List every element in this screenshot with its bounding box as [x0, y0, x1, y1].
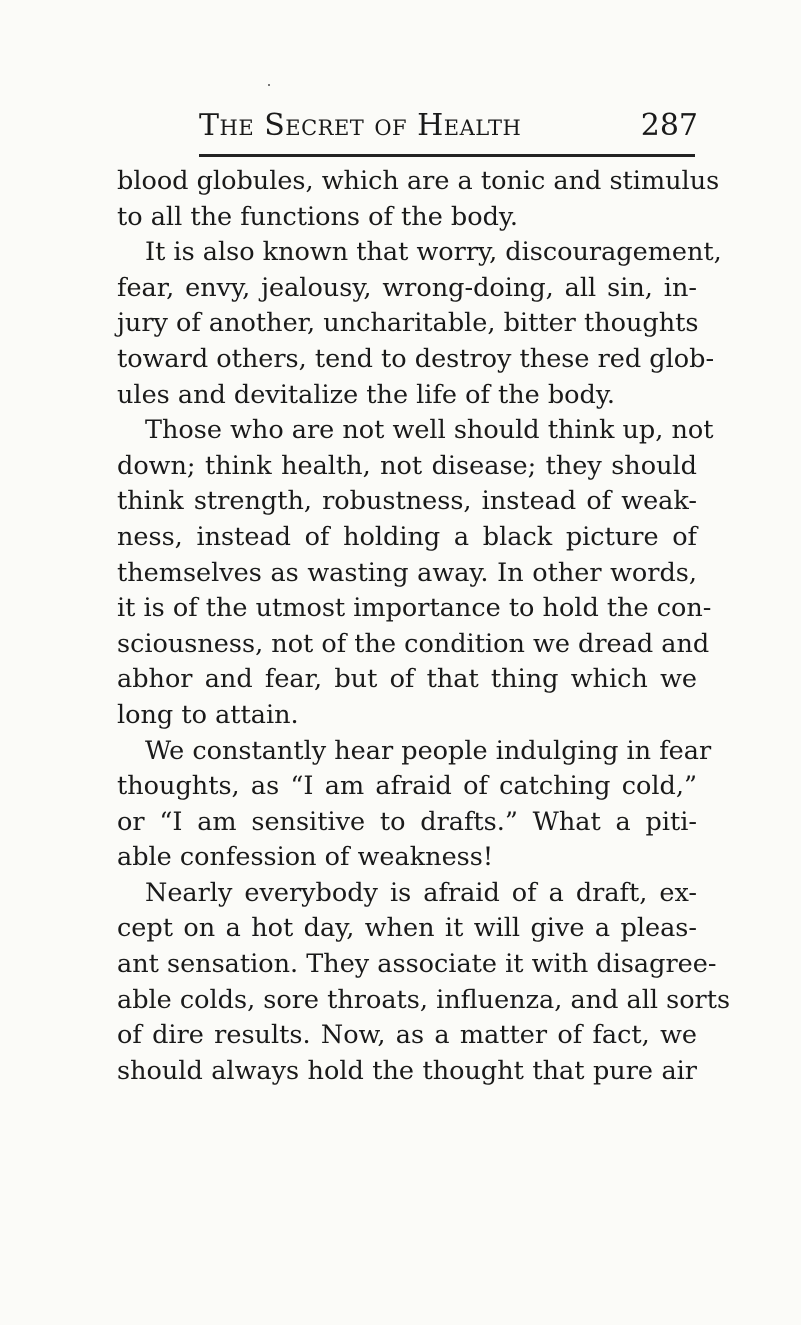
running-title: The Secret of Health — [199, 108, 522, 143]
text-line: It is also known that worry, discouragement, — [145, 237, 722, 268]
text-line: jury of another, uncharitable, bitter thoughts — [117, 308, 699, 339]
body-text — [117, 164, 731, 1089]
text-line: ness, instead of holding a black picture of — [117, 521, 697, 552]
page-number: 287 — [640, 108, 698, 143]
text-line: fear, envy, jealousy, wrong-doing, all sin, in- — [117, 272, 697, 303]
page-header — [199, 108, 705, 152]
text-line: to all the functions of the body. — [117, 201, 519, 232]
text-line: blood globules, which are a tonic and stimulus — [117, 166, 720, 196]
text-line: able confession of weakness! — [117, 842, 494, 873]
text-line: We constantly hear people indulging in fear — [145, 735, 712, 766]
text-line: ules and devitalize the life of the body. — [117, 379, 615, 410]
text-line: thoughts, as “I am afraid of catching cold,” — [117, 771, 697, 802]
header-rule — [199, 154, 695, 157]
text-line: sciousness, not of the condition we dread and — [117, 628, 710, 659]
text-line: think strength, robustness, instead of weak- — [117, 486, 697, 517]
text-line: or “I am sensitive to drafts.” What a piti- — [117, 806, 697, 837]
text-line: themselves as wasting away. In other words, — [117, 557, 697, 588]
text-line: of dire results. Now, as a matter of fact, we — [117, 1020, 697, 1051]
print-speck — [268, 84, 270, 86]
text-line: toward others, tend to destroy these red glob- — [117, 343, 715, 374]
text-line: able colds, sore throats, influenza, and all sorts — [117, 984, 731, 1015]
text-line: it is of the utmost importance to hold the con- — [117, 593, 712, 624]
text-line: down; think health, not disease; they should — [117, 450, 697, 481]
text-line: cept on a hot day, when it will give a pleas- — [117, 913, 697, 944]
text-line: long to attain. — [117, 699, 299, 730]
text-line: Those who are not well should think up, not — [145, 415, 714, 446]
text-line: Nearly everybody is afraid of a draft, ex- — [145, 877, 697, 908]
text-line: ant sensation. They associate it with disagree- — [117, 949, 717, 980]
text-line: should always hold the thought that pure air — [117, 1055, 697, 1086]
text-line: abhor and fear, but of that thing which we — [117, 664, 697, 695]
